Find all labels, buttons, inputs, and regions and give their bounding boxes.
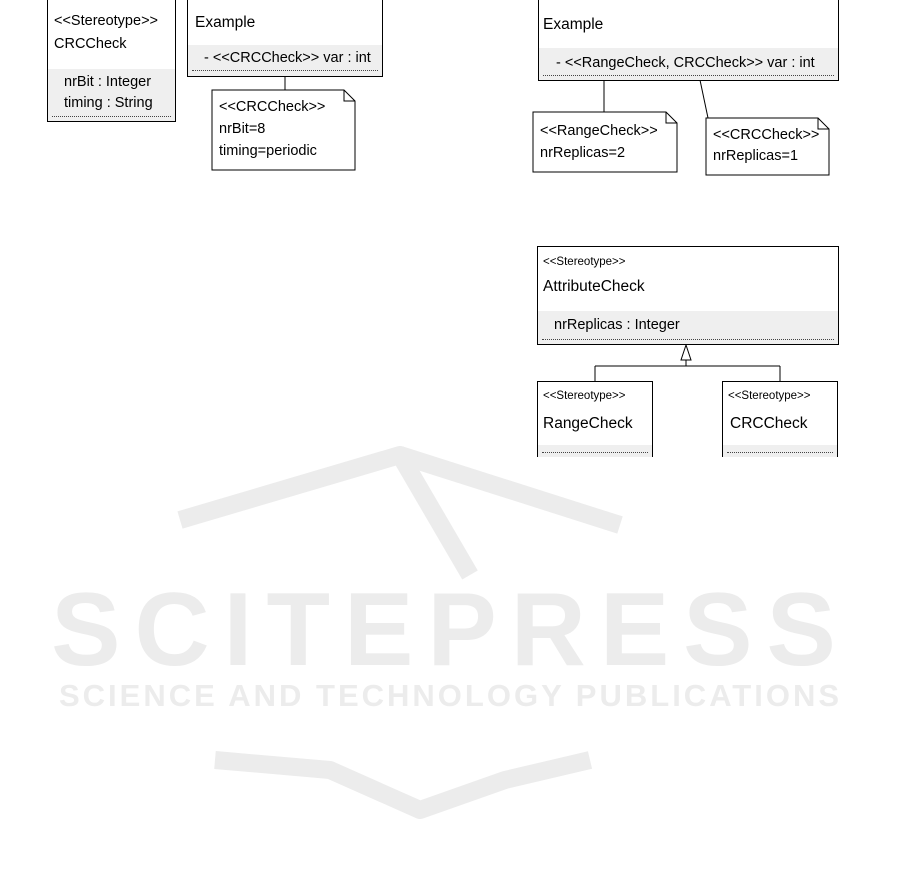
attribute-timing: timing : String <box>64 95 153 111</box>
class-header <box>723 382 837 446</box>
note-line: <<CRCCheck>> <box>219 99 326 115</box>
note-crccheck-values <box>706 118 829 175</box>
attribute-compartment <box>538 445 652 457</box>
class-header <box>538 247 838 312</box>
class-name: Example <box>543 16 604 33</box>
stereotype-label: <<Stereotype>> <box>543 256 626 268</box>
class-name: AttributeCheck <box>543 278 645 295</box>
note-line: <<CRCCheck>> <box>713 127 820 143</box>
note-line: nrReplicas=2 <box>540 145 626 161</box>
attribute-var: - <<RangeCheck, CRCCheck>> var : int <box>556 55 815 71</box>
watermark-title: SCITEPRESS <box>51 572 850 688</box>
class-rangecheck <box>537 381 653 457</box>
attribute-compartment <box>538 311 838 344</box>
note-line: timing=periodic <box>219 143 317 159</box>
class-name: RangeCheck <box>543 415 633 432</box>
class-attributecheck <box>537 246 839 345</box>
class-name: CRCCheck <box>730 415 808 432</box>
watermark-subtitle: SCIENCE AND TECHNOLOGY PUBLICATIONS <box>58 678 843 713</box>
stereotype-label: <<Stereotype>> <box>728 390 811 402</box>
attribute-compartment <box>723 445 837 457</box>
class-name: Example <box>195 14 256 31</box>
attribute-nrreplicas: nrReplicas : Integer <box>554 317 680 333</box>
note-rangecheck-values <box>533 112 677 172</box>
class-crccheck <box>722 381 838 457</box>
class-name: CRCCheck <box>54 36 127 52</box>
note-line: nrReplicas=1 <box>713 148 799 164</box>
class-header <box>538 382 652 446</box>
attribute-var: - <<CRCCheck>> var : int <box>204 50 371 66</box>
note-line: <<RangeCheck>> <box>540 123 658 139</box>
note-line: nrBit=8 <box>219 121 266 137</box>
stereotype-label: <<Stereotype>> <box>543 390 626 402</box>
stereotype-label: <<Stereotype>> <box>54 13 158 29</box>
attribute-nrbit: nrBit : Integer <box>64 74 152 90</box>
